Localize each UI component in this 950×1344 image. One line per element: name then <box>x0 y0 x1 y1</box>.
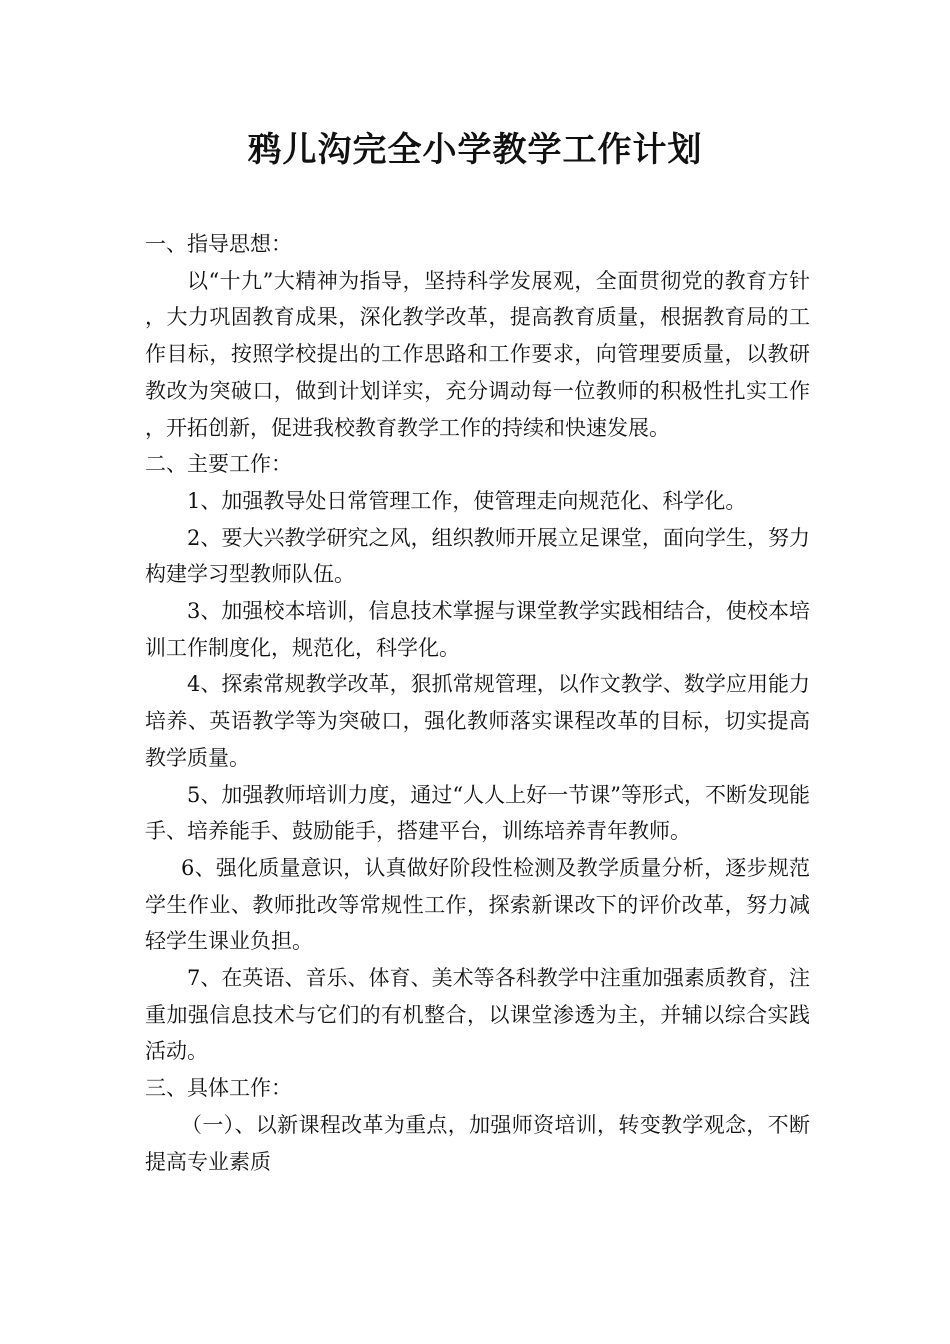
main-work-item-6: 6、强化质量意识，认真做好阶段性检测及教学质量分析，逐步规范学生作业、教师批改等常规性工作，探索新课改下的评价改革，努力减轻学生课业负担。 <box>145 855 810 954</box>
section-heading-guiding-ideology: 一、指导思想： <box>145 232 292 256</box>
main-work-item-1: 1、加强教导处日常管理工作，使管理走向规范化、科学化。 <box>187 488 747 513</box>
main-work-item-5: 5、加强教师培训力度，通过“人人上好一节课”等形式，不断发现能手、培养能手、鼓励能手，搭建平台，训练培养青年教师。 <box>145 782 810 844</box>
document-title: 鸦儿沟完全小学教学工作计划 <box>247 130 703 170</box>
paragraph-guiding-ideology: 以“十九”大精神为指导，坚持科学发展观，全面贯彻党的教育方针，大力巩固教育成果，深化教学改革，提高教育质量，根据教育局的工作目标，按照学校提出的工作思路和工作要求，向管理要质量，以教研教改为突破口，做到计划详实，充分调动每一位教师的积极性扎实工作，开拓创新，促进我校教育教学工作的持续和快速发展。 <box>145 268 810 440</box>
main-work-item-3: 3、加强校本培训，信息技术掌握与课堂教学实践相结合，使校本培训工作制度化，规范化，科学化。 <box>145 599 810 660</box>
section-heading-specific-work: 三、具体工作： <box>145 1076 292 1101</box>
main-work-item-2: 2、要大兴教学研究之风，组织教师开展立足课堂，面向学生，努力构建学习型教师队伍。 <box>145 525 810 587</box>
section-heading-main-work: 二、主要工作： <box>145 452 292 477</box>
main-work-item-4: 4、探索常规教学改革，狠抓常规管理，以作文教学、数学应用能力培养、英语教学等为突破口，强化教师落实课程改革的目标，切实提高教学质量。 <box>145 672 810 770</box>
specific-work-item-1: （一）、以新课程改革为重点，加强师资培训，转变教学观念，不断提高专业素质 <box>145 1112 810 1174</box>
main-work-item-7: 7、在英语、音乐、体育、美术等各科教学中注重加强素质教育，注重加强信息技术与它们的有机整合，以课堂渗透为主，并辅以综合实践活动。 <box>145 966 810 1064</box>
document-body <box>145 226 810 1180</box>
